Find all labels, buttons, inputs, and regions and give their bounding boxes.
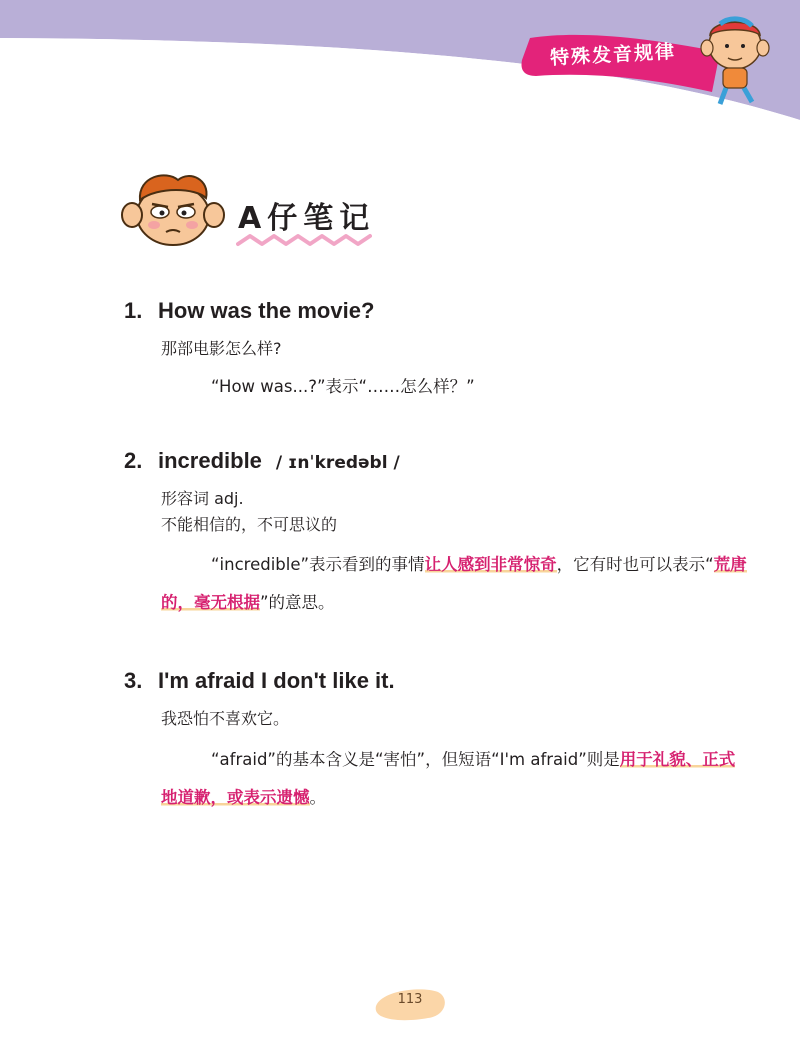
zigzag-decoration: [236, 232, 372, 250]
item-2-explanation-mid: ，它有时也可以表示“: [556, 555, 714, 574]
item-2-pos: 形容词 adj.: [161, 489, 244, 508]
item-3-explanation-pre: “afraid”的基本含义是“害怕”，但短语“I'm afraid”则是: [211, 750, 620, 769]
item-3-explanation-post: 。: [309, 788, 326, 807]
item-1-title: [124, 298, 374, 324]
notes-title: A仔笔记: [238, 201, 376, 236]
header-band: [0, 0, 800, 140]
chapter-label: 特殊发音规律: [549, 40, 677, 70]
item-2-explanation: [161, 546, 751, 622]
item-3-explanation: [161, 741, 751, 817]
page-number: 113: [397, 992, 423, 1007]
mascot-face-icon: [118, 170, 228, 250]
item-2-title: [124, 448, 400, 474]
item-2-highlight-2: 荒唐的，毫无根据: [161, 555, 747, 612]
item-2-explanation-post: ”的意思。: [260, 593, 335, 612]
item-3-title: [124, 668, 395, 694]
item-3-number: 3.: [124, 668, 143, 693]
item-1-explanation: [161, 368, 751, 406]
item-1-number: 1.: [124, 298, 143, 323]
item-3-highlight: 用于礼貌、正式地道歉，或表示遗憾: [161, 750, 736, 807]
item-2-phonetic: / ɪnˈkredəbl /: [275, 453, 400, 473]
item-2-meaning: 不能相信的，不可思议的: [161, 515, 338, 534]
item-3-translation: 我恐怕不喜欢它。: [161, 709, 290, 728]
item-2-explanation-pre: “incredible”表示看到的事情: [211, 555, 425, 574]
item-1-explanation-text: “How was...?”表示“……怎么样？”: [211, 377, 475, 396]
item-1-translation: 那部电影怎么样?: [161, 339, 282, 358]
item-2-highlight-1: 让人感到非常惊奇: [424, 555, 557, 574]
item-2-title-text: incredible: [158, 448, 262, 473]
item-2-number: 2.: [124, 448, 143, 473]
item-1-title-text: How was the movie?: [158, 298, 375, 323]
mascot-top-icon: [690, 10, 780, 110]
item-3-title-text: I'm afraid I don't like it.: [158, 668, 395, 693]
